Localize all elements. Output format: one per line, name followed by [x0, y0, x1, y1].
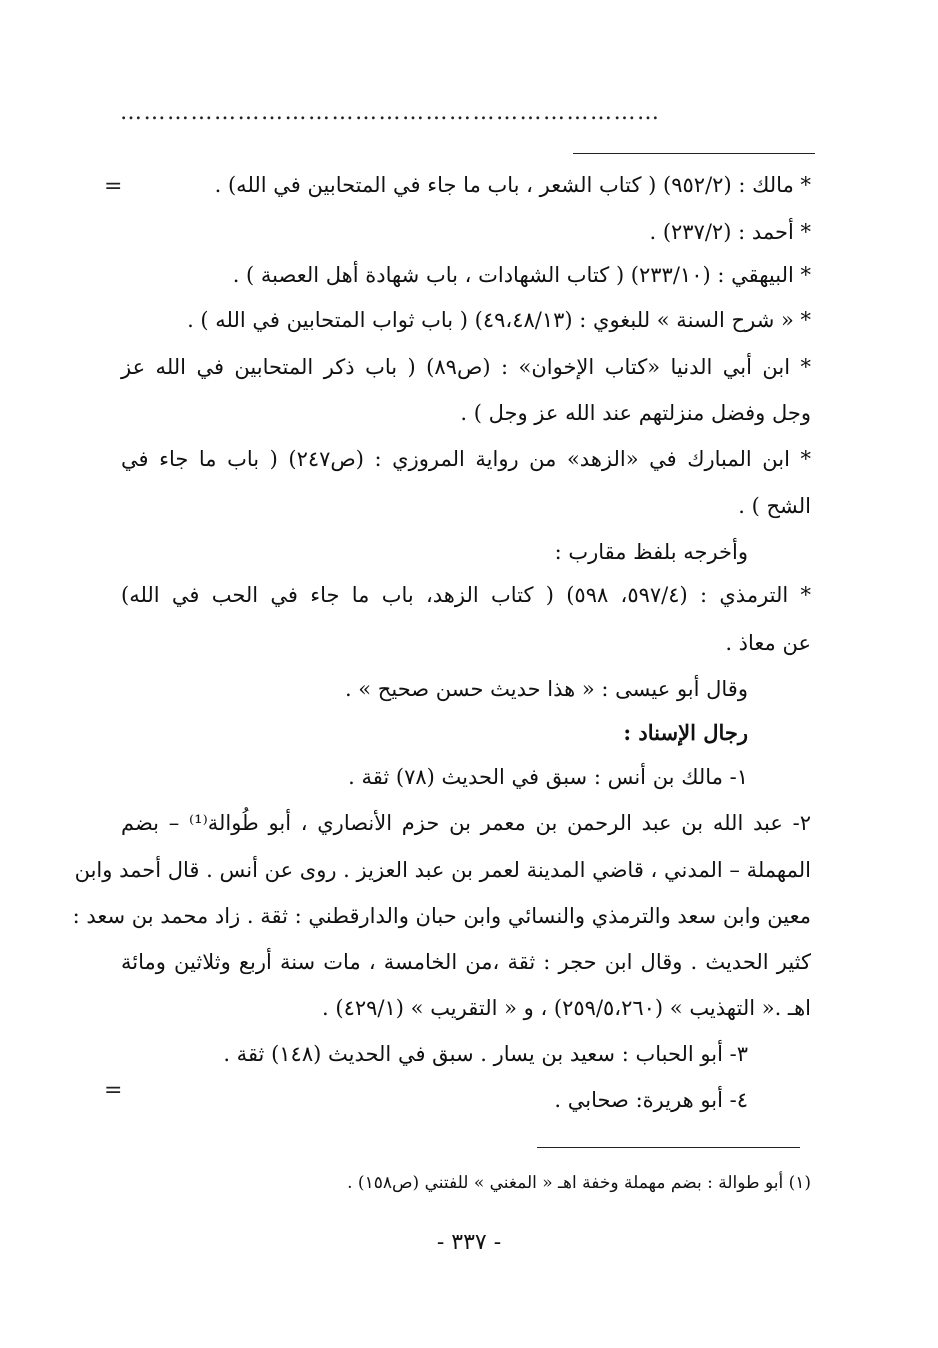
source-bayhaqi: * البيهقي : (٢٣٣/١٠) ( كتاب الشهادات ، باب شهادة أهل العصبة ) .: [232, 263, 811, 287]
narrator-2-line-2: المهملة – المدني ، قاضي المدينة لعمر بن عبد العزيز . روى عن أنس . قال أحمد وابن: [74, 858, 811, 882]
source-ibn-abi-dunya: * ابن أبي الدنيا «كتاب الإخوان» : (ص٨٩) ( باب ذكر المتحابين في الله عز: [121, 355, 811, 379]
narrator-1: ١- مالك بن أنس : سبق في الحديث (٧٨) ثقة .: [348, 765, 748, 789]
footnote-separator-rule: [537, 1147, 800, 1148]
source-malik: * مالك : (٩٥٢/٢) ( كتاب الشعر ، باب ما جاء في المتحابين في الله) .: [214, 173, 811, 197]
source-ibn-mubarak-cont: الشح ) .: [738, 494, 811, 518]
narrator-2-line-4: كثير الحديث . وقال ابن حجر : ثقة ،من الخامسة ، مات سنة أربع وثلاثين ومائة: [121, 950, 811, 974]
narrator-4: ٤- أبو هريرة: صحابي .: [554, 1088, 748, 1112]
narrator-3: ٣- أبو الحباب : سعيد بن يسار . سبق في الحديث (١٤٨) ثقة .: [223, 1042, 748, 1066]
source-sharh-sunnah: * « شرح السنة » للبغوي : (٤٩،٤٨/١٣) ( باب ثواب المتحابين في الله ) .: [187, 308, 811, 332]
continuation-mark-top: =: [104, 174, 123, 199]
section-title: رجال الإسناد :: [623, 720, 748, 745]
narrator-2-line-5: اهـ .« التهذيب » (٢٥٩/٥،٢٦٠) ، و « التقريب » (٤٢٩/١) .: [322, 996, 811, 1020]
narrator-2-line-1: ٢- عبد الله بن عبد الرحمن بن معمر بن حزم الأنصاري ، أبو طُوالة⁽¹⁾ – بضم: [121, 811, 811, 835]
similar-wording-intro: وأخرجه بلفظ مقارب :: [554, 540, 748, 564]
source-ibn-abi-dunya-cont: وجل وفضل منزلتهم عند الله عز وجل ) .: [460, 401, 811, 425]
top-separator-rule: [573, 153, 815, 154]
continuation-mark-bottom: =: [104, 1078, 123, 1103]
source-tirmidhi-cont: عن معاذ .: [725, 631, 811, 655]
source-ibn-mubarak: * ابن المبارك في «الزهد» من رواية المروزي : (ص٢٤٧) ( باب ما جاء في: [121, 447, 812, 471]
page-number: - ٣٣٧ -: [436, 1230, 502, 1255]
dotted-leader: ……………………………………………………………: [120, 100, 661, 125]
source-tirmidhi: * الترمذي : (٥٩٧/٤، ٥٩٨) ( كتاب الزهد، باب ما جاء في الحب في الله): [121, 583, 811, 607]
narrator-2-line-3: معين وابن سعد والترمذي والنسائي وابن حبان والدارقطني : ثقة . زاد محمد بن سعد :: [72, 904, 811, 928]
source-ahmad: * أحمد : (٢٣٧/٢) .: [649, 220, 811, 244]
footnote: (١) أبو طوالة : بضم مهملة وخفة اهـ « المغني » للفتني (ص١٥٨) .: [347, 1173, 811, 1193]
abu-isa-verdict: وقال أبو عيسى : « هذا حديث حسن صحيح » .: [344, 677, 748, 701]
